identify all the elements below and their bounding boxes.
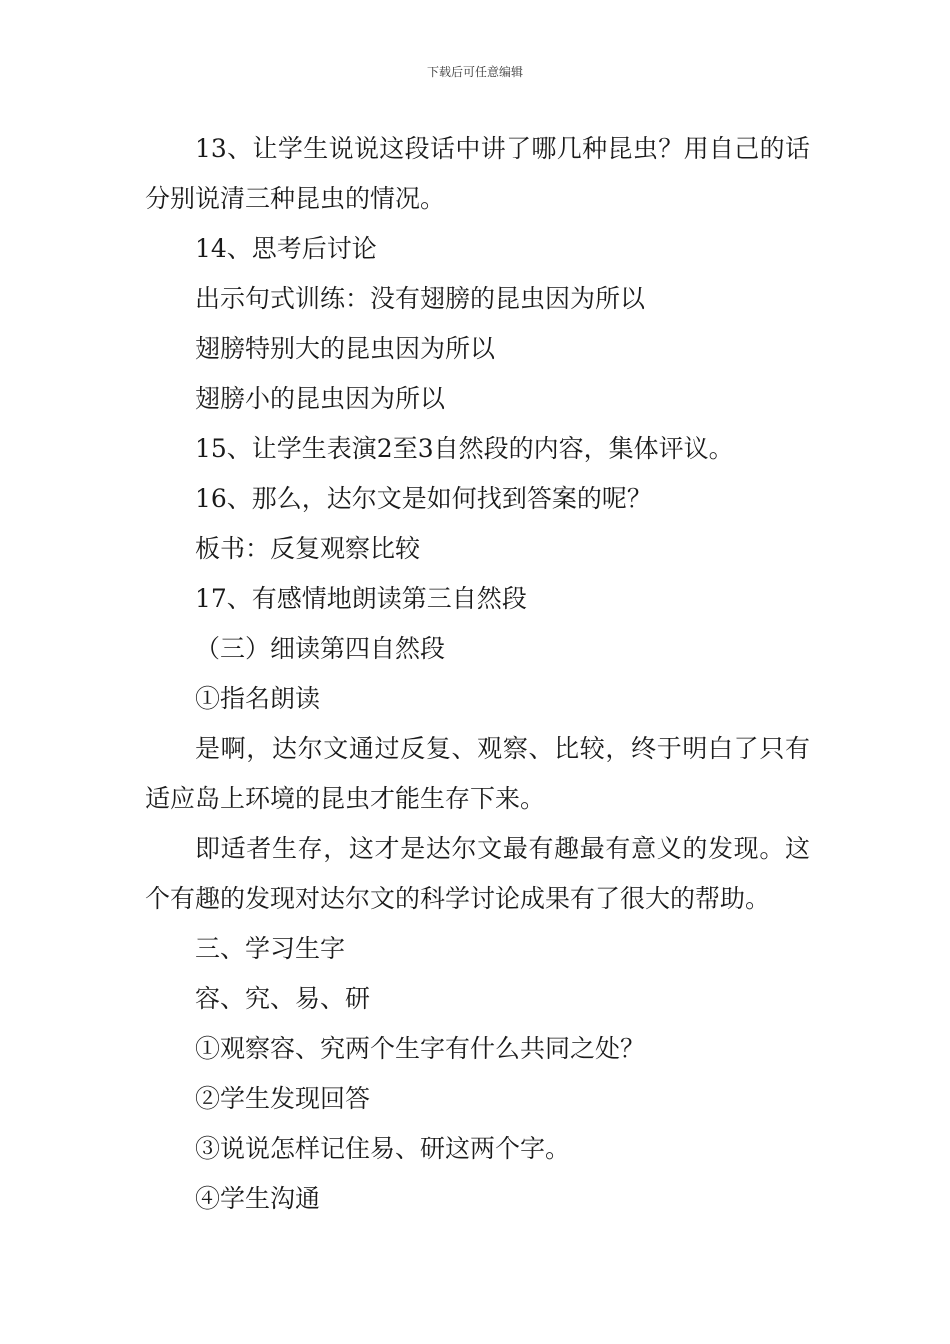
paragraph-character-list: 容、究、易、研 [195,984,371,1013]
list-item-remember-characters: ③说说怎样记住易、研这两个字。 [195,1134,571,1163]
list-item-students-communicate: ④学生沟通 [195,1184,321,1213]
section-heading-read-fourth: （三）细读第四自然段 [195,634,446,663]
page-header: 下载后可任意编辑 [426,65,523,79]
paragraph-small-wings: 翅膀小的昆虫因为所以 [195,384,446,413]
paragraph-14-discussion: 14、思考后讨论 [195,234,377,263]
paragraph-darwin-observation: 是啊，达尔文通过反复、观察、比较，终于明白了只有适应岛上环境的昆虫才能生存下来。 [145,734,810,813]
section-heading-new-characters: 三、学习生字 [195,934,346,963]
paragraph-survival-fittest: 即适者生存，这才是达尔文最有趣最有意义的发现。这个有趣的发现对达尔文的科学讨论成果有了很大的帮助。 [145,834,810,913]
list-item-observe-characters: ①观察容、究两个生字有什么共同之处？ [195,1034,646,1063]
paragraph-blackboard: 板书：反复观察比较 [195,534,421,563]
paragraph-16-question: 16、那么，达尔文是如何找到答案的呢？ [195,484,652,513]
paragraph-sentence-drill: 出示句式训练：没有翅膀的昆虫因为所以 [195,284,646,313]
list-item-students-answer: ②学生发现回答 [195,1084,371,1113]
document-body [145,124,810,1224]
paragraph-big-wings: 翅膀特别大的昆虫因为所以 [195,334,496,363]
paragraph-17-reading: 17、有感情地朗读第三自然段 [195,584,527,613]
list-item-named-reading: ①指名朗读 [195,684,321,713]
paragraph-13-question: 13、让学生说说这段话中讲了哪几种昆虫？用自己的话分别说清三种昆虫的情况。 [145,134,810,213]
paragraph-15-performance: 15、让学生表演2至3自然段的内容，集体评议。 [195,434,734,463]
